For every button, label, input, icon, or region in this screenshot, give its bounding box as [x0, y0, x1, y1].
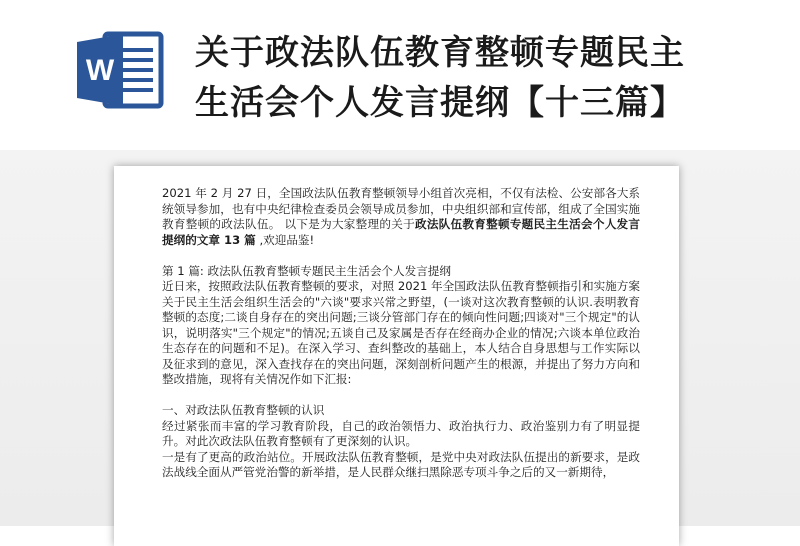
section-1-body: 经过紧张而丰富的学习教育阶段，自己的政治领悟力、政治执行力、政治鉴别力有了明显提升。对此次政法队伍教育整顿有了更深刻的认识。 — [162, 418, 640, 448]
section-1-heading: 一、对政法队伍教育整顿的认识 — [162, 403, 325, 417]
intro-paragraph — [162, 186, 640, 248]
document-page[interactable] — [114, 166, 679, 546]
word-doc-icon — [75, 30, 165, 110]
intro-tail: ,欢迎品鉴! — [255, 232, 315, 247]
word-letter: W — [85, 54, 115, 87]
intro-bold-title: 政法队伍教育整顿专题民主生活会个人发言提纲的文章 13 篇 — [162, 217, 640, 247]
title-line-2: 生活会个人发言提纲【十三篇】 — [195, 83, 685, 123]
document-content — [162, 186, 640, 481]
title-line-1: 关于政法队伍教育整顿专题民主 — [195, 33, 685, 73]
section-1-point-1: 一是有了更高的政治站位。开展政法队伍教育整顿，是党中央对政法队伍提出的新要求，是政法战线全面从严管党治警的新举措，是人民群众继扫黑除恶专项斗争之后的又一新期待， — [162, 449, 640, 479]
page-title — [195, 28, 785, 128]
header — [0, 0, 800, 150]
part-heading: 第 1 篇: 政法队伍教育整顿专题民主生活会个人发言提纲 — [162, 263, 451, 278]
part-body: 近日来，按照政法队伍教育整顿的要求，对照 2021 年全国政法队伍教育整顿指引和实施方案关于民主生活会组织生活会的"六谈"要求兴常之野望，(一谈对这次教育整顿的认识.表明教育整顿的态度;二谈自身存在的突出问题;三谈分管部门存在的倾向性问题;四谈对"三个规定"的认识，说明落实"三个规定"的情况;五谈自己及家属是否存在经商办企业的情况;六谈本单位政治生态存在的问题和不足)。在深入学习、查纠整改的基础上，本人结合自身思想与工作实际以及征求到的意见，深入查找存在的突出问题，深刻剖析问题产生的根源，并提出了努力方向和整改措施，现将有关情况作如下汇报: — [162, 279, 640, 386]
intro-text: 2021 年 2 月 27 日，全国政法队伍教育整顿领导小组首次亮相，不仅有法检、公安部各大系统领导参加，也有中央纪律检查委员会领导成员参加，中央组织部和宣传部，组成了全国实施教育整顿的政法队伍。 以下是为大家整理的关于 — [162, 186, 640, 231]
